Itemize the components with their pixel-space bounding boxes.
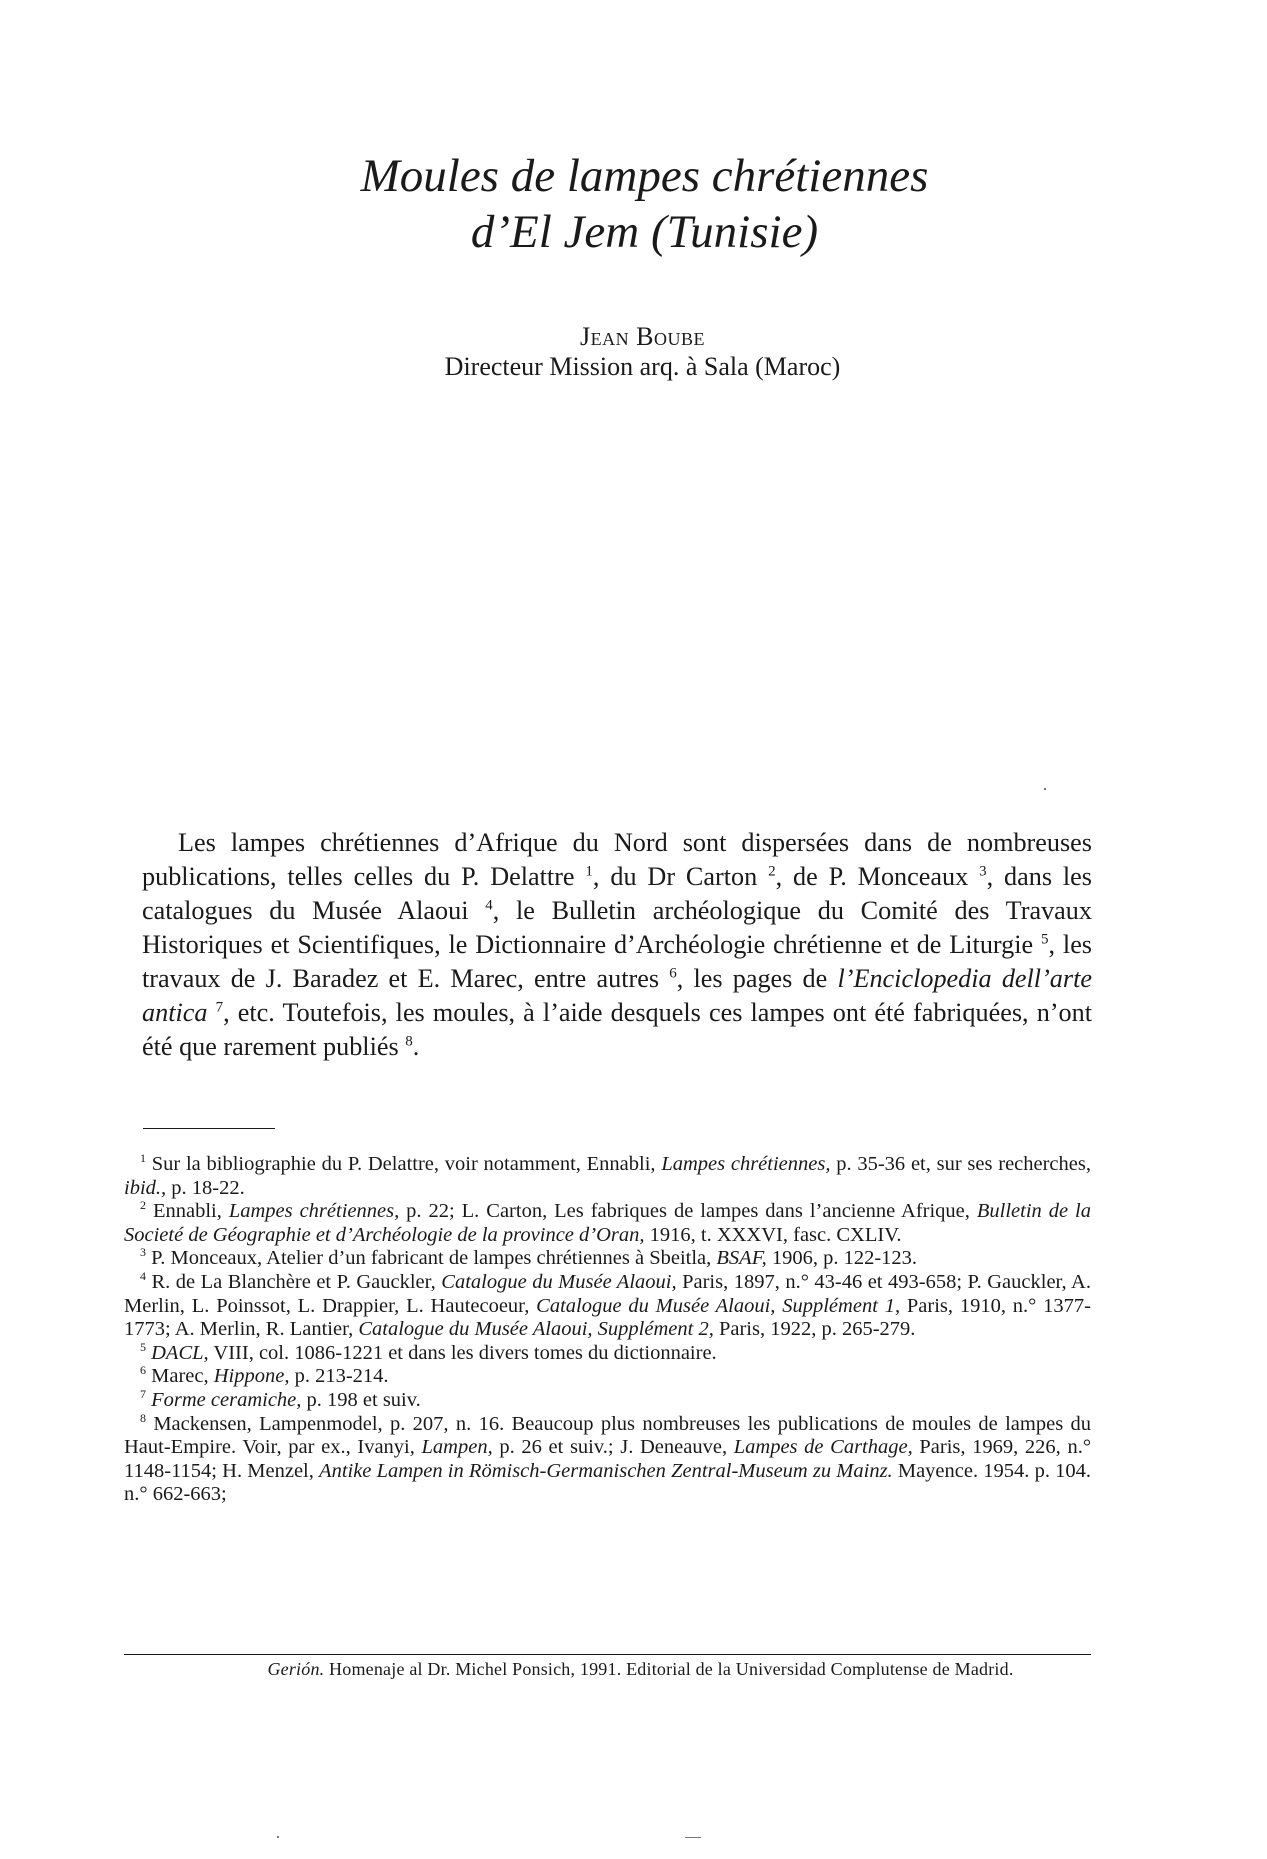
- footnote-italic: Catalogue du Musée Alaoui, Supplément 1,: [536, 1294, 901, 1317]
- footnote-ref[interactable]: 4: [485, 897, 493, 914]
- body-text-run: , dans les catalogues du Musée Alaoui: [142, 862, 1092, 925]
- footnote-text: P. Monceaux, Atelier d’un fabricant de lampes chrétiennes à Sbeitla,: [146, 1247, 717, 1270]
- footnote-number: 6: [140, 1363, 146, 1378]
- footnote-italic: Lampes chrétiennes,: [228, 1200, 400, 1223]
- footnote-5: [124, 1339, 1091, 1366]
- footnote-3: [124, 1247, 1091, 1271]
- footnote-text: 1916, t. XXXVI, fasc. CXLIV.: [644, 1223, 902, 1246]
- footnote-number: 5: [140, 1339, 146, 1354]
- footnote-italic: Antike Lampen in Römisch-Germanischen Zentral-Museum zu Mainz.: [319, 1459, 893, 1482]
- footnote-text: p. 35-36 et, sur ses recherches,: [830, 1153, 1091, 1175]
- journal-name: Gerión.: [267, 1659, 325, 1679]
- author-block: [0, 322, 1267, 382]
- footnote-text: Mayence. 1954. p. 104. n.° 662-663;: [124, 1459, 1091, 1506]
- title-line-1: Moules de lampes chrétiennes: [360, 150, 929, 202]
- footnote-text: Ennabli,: [146, 1200, 229, 1223]
- footnote-italic: Lampes de Carthage,: [733, 1436, 913, 1459]
- body-text-run: [207, 998, 215, 1027]
- footnote-text: VIII, col. 1086-1221 et dans les divers tomes du dictionnaire.: [208, 1341, 717, 1364]
- body-text-run: .: [412, 1032, 420, 1061]
- body-text-run: , les pages de: [676, 964, 838, 993]
- footnote-number: 8: [140, 1410, 146, 1425]
- footnote-text: Marec,: [146, 1365, 214, 1388]
- footnote-italic: Lampen,: [421, 1436, 493, 1459]
- footnote-number: 7: [140, 1387, 146, 1402]
- footnote-ref[interactable]: 6: [669, 965, 677, 982]
- footnote-text: Paris, 1910, n.° 1377-1773; A. Merlin, R. Lantier,: [124, 1294, 1091, 1341]
- body-text-run: , etc. Toutefois, les moules, à l’aide desquels ces lampes ont été fabriquées, n’ont été que rarement publiés: [142, 998, 1093, 1061]
- footnote-italic: DACL,: [151, 1341, 209, 1364]
- footnote-italic: Forme ceramiche,: [151, 1388, 302, 1411]
- body-text-run: , le Bulletin archéologique du Comité des Travaux Historiques et Scientifiques, le Dictionnaire d’Archéologie chrétienne et de Liturgie: [142, 896, 1092, 959]
- footnote-italic: ibid.,: [124, 1176, 167, 1199]
- body-text-run: , les travaux de J. Baradez et E. Marec, entre autres: [142, 930, 1093, 993]
- footnote-8: [124, 1410, 1092, 1507]
- footnote-italic: BSAF,: [716, 1247, 767, 1270]
- footnote-separator: [143, 1128, 275, 1129]
- body-text-run: , de P. Monceaux: [775, 862, 980, 891]
- footnote-text: Paris, 1969, 226, n.° 1148-1154; H. Menzel,: [124, 1436, 1092, 1482]
- footnote-ref[interactable]: 7: [215, 999, 224, 1016]
- title-line-2: d’El Jem (Tunisie): [470, 206, 819, 258]
- footnote-text: Mackensen, Lampenmodel, p. 207, n. 16. Beaucoup plus nombreuses les publications de moules de lampes du Haut-Empire. Voir, par ex., Ivanyi,: [124, 1412, 1091, 1459]
- footnote-6: [124, 1365, 1091, 1389]
- footer-separator: [124, 1654, 1091, 1655]
- footnote-text: p. 198 et suiv.: [301, 1388, 421, 1411]
- footnote-7: [124, 1389, 1091, 1413]
- footnote-ref[interactable]: 3: [979, 863, 987, 880]
- footnote-text: Paris, 1897, n.° 43-46 et 493-658; P. Gauckler, A. Merlin, L. Poinssot, L. Drappier, L. Hautecoeur,: [124, 1270, 1091, 1317]
- body-text-run: Les lampes chrétiennes d’Afrique du Nord sont dispersées dans de nombreuses publications, telles celles du P. Delattre: [142, 828, 1092, 891]
- footnotes: [124, 1153, 1091, 1507]
- footnote-number: 3: [140, 1245, 146, 1260]
- footnote-text: p. 18-22.: [166, 1176, 245, 1199]
- footnote-text: Paris, 1922, p. 265-279.: [713, 1318, 916, 1341]
- footnote-ref[interactable]: 8: [405, 1033, 413, 1050]
- footnote-italic: Lampes chrétiennes,: [661, 1153, 831, 1175]
- footnote-text: p. 26 et suiv.; J. Deneauve,: [492, 1436, 734, 1459]
- scan-speck: [277, 1836, 279, 1838]
- footnote-ref[interactable]: 1: [585, 863, 593, 880]
- body-italic-title: l’Enciclopedia dell’arte antica: [142, 964, 1092, 1027]
- footnote-2: [124, 1200, 1091, 1247]
- footnote-text: p. 22; L. Carton, Les fabriques de lampes dans l’ancienne Afrique,: [399, 1200, 977, 1223]
- footnote-text: 1906, p. 122-123.: [766, 1247, 918, 1270]
- footnote-text: Sur la bibliographie du P. Delattre, voir notamment, Ennabli,: [146, 1153, 662, 1175]
- scan-speck: [685, 1837, 701, 1838]
- author-affiliation: Directeur Mission arq. à Sala (Maroc): [444, 352, 841, 381]
- footnote-number: 4: [140, 1269, 146, 1284]
- footnote-italic: Bulletin de la Societé de Géographie et d’Archéologie de la province d’Oran,: [124, 1200, 1091, 1246]
- footnote-number: 1: [140, 1151, 146, 1166]
- footnote-number: 2: [140, 1198, 146, 1213]
- footnote-text: R. de La Blanchère et P. Gauckler,: [146, 1270, 442, 1293]
- body-text-run: , du Dr Carton: [592, 862, 769, 891]
- footnote-italic: Catalogue du Musée Alaoui,: [441, 1270, 677, 1293]
- scan-speck: [1044, 788, 1046, 790]
- footnote-italic: Hippone,: [213, 1365, 290, 1388]
- journal-footer: [0, 1658, 1267, 1680]
- footnote-italic: Catalogue du Musée Alaoui, Supplément 2,: [358, 1318, 714, 1341]
- article-title: [0, 148, 1267, 260]
- body-paragraph: [142, 826, 1092, 1064]
- footnote-4: [124, 1271, 1091, 1342]
- footnote-ref[interactable]: 2: [768, 863, 776, 880]
- footnote-text: p. 213-214.: [289, 1365, 389, 1388]
- footnote-ref[interactable]: 5: [1041, 931, 1049, 948]
- author-name: Jean Boube: [580, 322, 705, 351]
- footer-text: Homenaje al Dr. Michel Ponsich, 1991. Editorial de la Universidad Complutense de Madrid.: [324, 1659, 1014, 1679]
- footnote-1: [124, 1153, 1091, 1200]
